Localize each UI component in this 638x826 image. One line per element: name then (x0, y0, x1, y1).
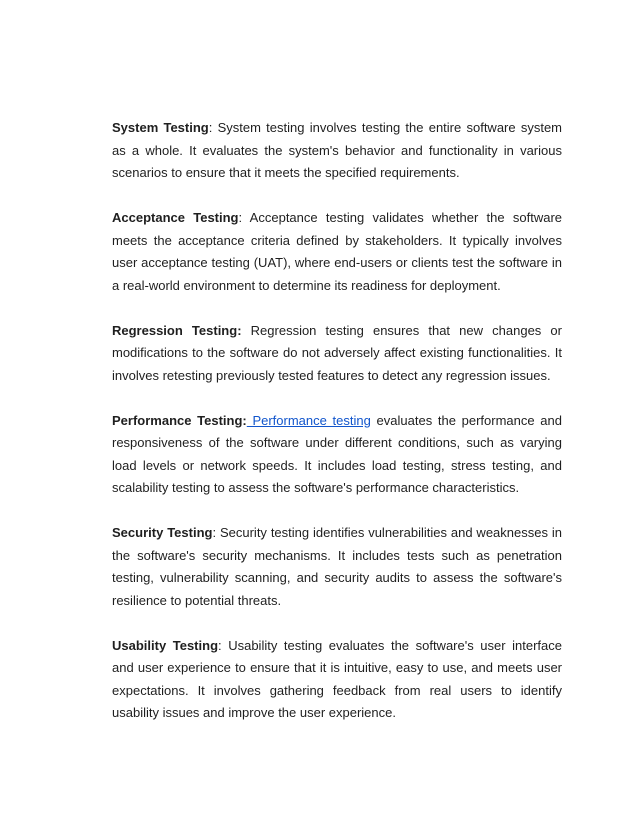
section-body: evaluates the performance and responsiveness of the software under different conditions, such as varying load levels or network speeds. It includes load testing, stress testing, and scalability testing to assess the software's performance characteristics. (112, 412, 562, 495)
section-term: Security Testing (112, 525, 213, 540)
performance-testing-link[interactable]: Performance testing (246, 412, 371, 428)
section-acceptance-testing (112, 207, 562, 297)
section-separator: : (212, 525, 217, 540)
section-body: Regression testing ensures that new changes or modifications to the software do not adversely affect existing functionalities. It involves retesting previously tested features to detect any regression issues. (112, 322, 562, 383)
section-usability-testing (112, 635, 562, 725)
section-term: Regression Testing: (112, 322, 242, 338)
section-separator: : (208, 120, 213, 135)
section-system-testing (112, 117, 562, 185)
section-regression-testing (112, 320, 562, 388)
section-security-testing (112, 522, 562, 612)
section-body: Security testing identifies vulnerabilities and weaknesses in the software's security mechanisms. It includes tests such as penetration testing, vulnerability scanning, and security audits to assess the software's resilience to potential threats. (112, 525, 562, 608)
section-term: Usability Testing (112, 637, 219, 653)
section-term: Acceptance Testing (112, 210, 239, 225)
section-separator: : (238, 210, 243, 225)
section-body: System testing involves testing the entire software system as a whole. It evaluates the system's behavior and functionality in various scenarios to ensure that it meets the specified requirements. (112, 120, 563, 180)
section-performance-testing (112, 410, 562, 500)
section-separator: : (218, 637, 222, 653)
section-term: System Testing (112, 120, 209, 135)
section-body: Acceptance testing validates whether the software meets the acceptance criteria defined by stakeholders. It typically involves user acceptance testing (UAT), where end-users or clients test the software in a real-world environment to determine its readiness for deployment. (112, 210, 562, 293)
section-body: Usability testing evaluates the software's user interface and user experience to ensure that it is intuitive, easy to use, and meets user expectations. It involves gathering feedback from real users to identify usability issues and improve the user experience. (112, 637, 562, 720)
document-page (112, 117, 562, 747)
section-term: Performance Testing: (112, 412, 247, 428)
